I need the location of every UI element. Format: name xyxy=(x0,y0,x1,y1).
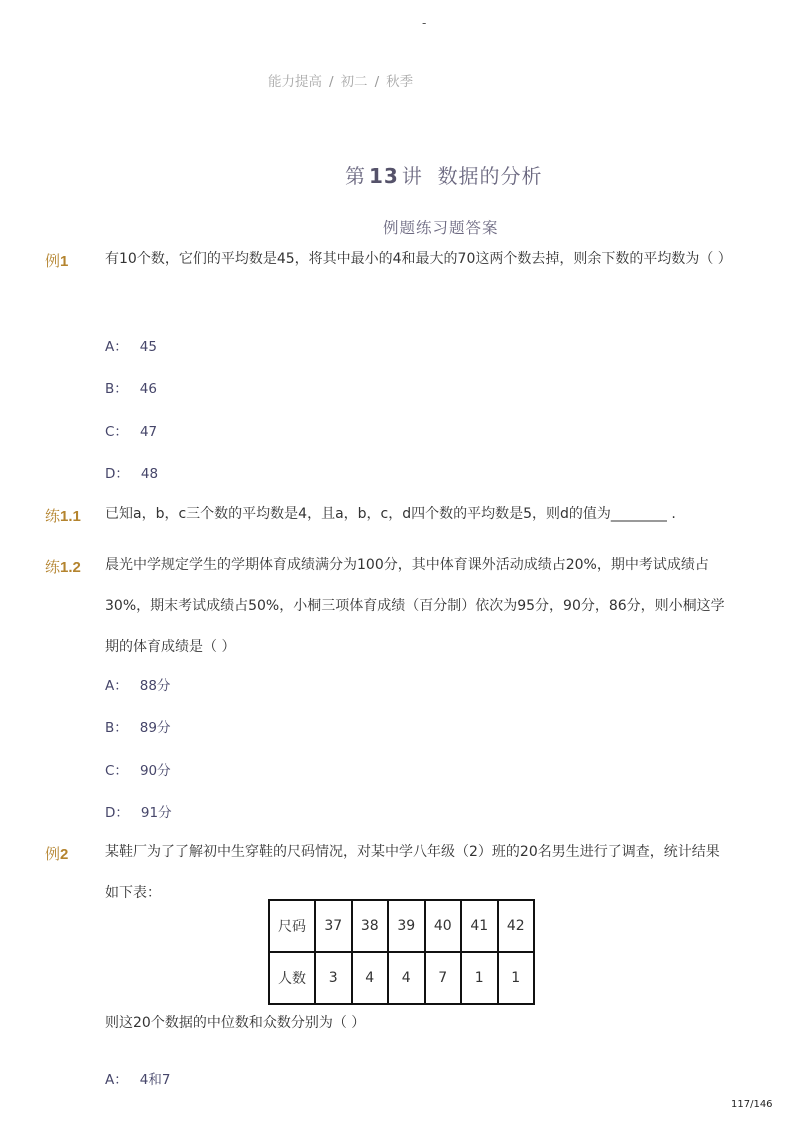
breadcrumb-term: 秋季 xyxy=(386,74,414,90)
lecture-suffix: 讲 xyxy=(401,164,423,188)
breadcrumb-level: 能力提高 xyxy=(268,74,322,90)
breadcrumb-separator: / xyxy=(374,74,380,90)
option-value: 89分 xyxy=(139,720,171,736)
option-value: 91分 xyxy=(140,805,172,821)
option-key: A： xyxy=(105,1072,128,1088)
label-number: 1.2 xyxy=(60,559,81,576)
label-number: 1 xyxy=(60,253,69,270)
option-key: D： xyxy=(105,466,129,482)
option-c xyxy=(105,759,171,779)
question-label-example-1 xyxy=(45,250,68,271)
option-value: 4和7 xyxy=(139,1072,171,1088)
table-cell: 4 xyxy=(388,952,425,1004)
table-cell: 41 xyxy=(461,900,498,952)
lecture-prefix: 第 xyxy=(345,164,366,188)
page-subtitle: 例题练习题答案 xyxy=(383,219,499,237)
option-value: 90分 xyxy=(139,763,171,779)
option-b xyxy=(105,716,170,736)
table-cell: 38 xyxy=(352,900,389,952)
table-cell: 40 xyxy=(425,900,462,952)
question-label-practice-1-2 xyxy=(45,556,81,577)
option-key: B： xyxy=(105,720,128,736)
option-key: A： xyxy=(105,678,128,694)
option-value: 48 xyxy=(140,466,159,482)
option-key: A： xyxy=(105,339,128,355)
option-a xyxy=(105,335,157,355)
option-a xyxy=(105,674,170,694)
breadcrumb-grade: 初二 xyxy=(340,74,368,90)
option-value: 45 xyxy=(139,339,157,355)
table-cell: 7 xyxy=(425,952,462,1004)
label-number: 2 xyxy=(60,846,69,863)
option-key: D： xyxy=(105,805,129,821)
label-prefix: 练 xyxy=(45,558,61,576)
question-label-example-2 xyxy=(45,843,68,864)
table-cell: 39 xyxy=(388,900,425,952)
table-row xyxy=(269,952,534,1004)
page-dash: - xyxy=(422,16,427,30)
table-cell: 1 xyxy=(498,952,535,1004)
option-value: 46 xyxy=(139,381,157,397)
table-cell: 4 xyxy=(352,952,389,1004)
question-text-example-2: 某鞋厂为了了解初中生穿鞋的尺码情况，对某中学八年级（2）班的20名男生进行了调查，统计结果如下表： xyxy=(105,844,720,901)
table-row xyxy=(269,900,534,952)
breadcrumb-separator: / xyxy=(329,74,334,90)
question-text-practice-1-2: 晨光中学规定学生的学期体育成绩满分为100分，其中体育课外活动成绩占20%，期中考试成绩占30%，期末考试成绩占50%，小桐三项体育成绩（百分制）依次为95分，90分，86分，则小桐这学期的体育成绩是（ ） xyxy=(105,557,725,655)
table-cell: 1 xyxy=(461,952,498,1004)
breadcrumb xyxy=(268,70,413,90)
option-d xyxy=(105,462,158,482)
lecture-name: 数据的分析 xyxy=(437,164,543,188)
label-prefix: 例 xyxy=(45,252,61,270)
option-key: C： xyxy=(105,763,128,779)
option-b xyxy=(105,377,157,397)
lecture-title xyxy=(345,160,543,189)
label-number: 1.1 xyxy=(60,508,81,525)
question-text-practice-1-1: 已知a，b，c三个数的平均数是4，且a，b，c，d四个数的平均数是5，则d的值为________ . xyxy=(105,506,676,522)
question-text-example-1: 有10个数，它们的平均数是45，将其中最小的4和最大的70这两个数去掉，则余下数的平均数为（ ） xyxy=(105,251,732,267)
shoe-size-table xyxy=(268,899,535,1005)
option-value: 88分 xyxy=(139,678,171,694)
option-d xyxy=(105,801,172,821)
option-c xyxy=(105,420,157,440)
question-followup-example-2: 则这20个数据的中位数和众数分别为（ ） xyxy=(105,1015,366,1031)
lecture-number: 13 xyxy=(369,164,399,188)
option-a xyxy=(105,1068,170,1088)
table-cell: 3 xyxy=(315,952,352,1004)
table-cell: 42 xyxy=(498,900,535,952)
option-key: B： xyxy=(105,381,128,397)
label-prefix: 练 xyxy=(45,507,61,525)
option-value: 47 xyxy=(139,424,158,440)
label-prefix: 例 xyxy=(45,845,61,863)
option-key: C： xyxy=(105,424,128,440)
question-label-practice-1-1 xyxy=(45,505,81,526)
row-header: 人数 xyxy=(269,952,315,1004)
row-header: 尺码 xyxy=(269,900,315,952)
page-number: 117/146 xyxy=(731,1099,773,1110)
table-cell: 37 xyxy=(315,900,352,952)
